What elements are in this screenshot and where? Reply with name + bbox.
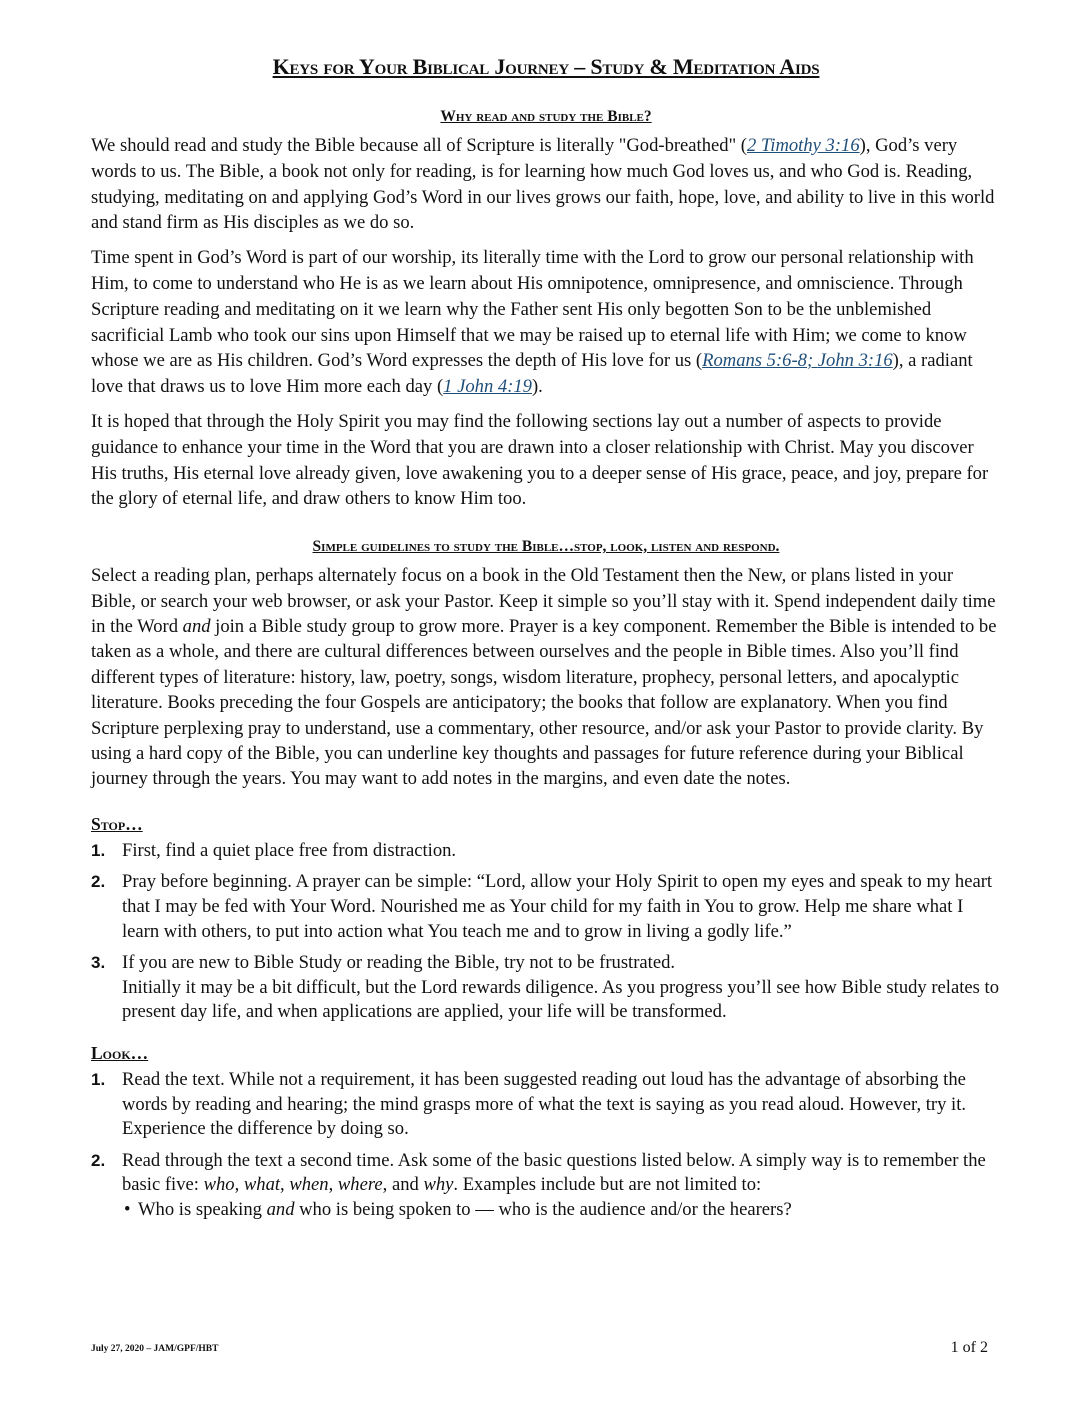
scripture-link-romans[interactable]: Romans 5:6-8	[702, 350, 807, 372]
guidelines-paragraph: Select a reading plan, perhaps alternately focus on a book in the Old Testament then the New, or plans listed in your Bible, or search your web browser, or ask your Pastor. Keep it simple so you’ll stay with it. Spend independent daily time in the Word and join a Bible study group to grow more. Prayer is a key component. Remember the Bible is intended to be taken as a whole, and there are cultural differences between ourselves and the people in Bible times. Also you’ll find different types of literature: history, law, poetry, songs, wisdom literature, prophecy, personal letters, and apocalyptic literature. Books preceding the four Gospels are anticipatory; the books that follow are explanatory. When you find Scripture perplexing pray to understand, use a commentary, other resource, and/or ask your Pastor to provide clarity. By using a hard copy of the Bible, you can underline key thoughts and passages for future reference during your Biblical journey through the years. You may want to add notes in the margins, and even date the notes.	[91, 565, 997, 790]
scripture-link-2-timothy[interactable]: 2 Timothy 3:16	[747, 135, 860, 156]
guidelines-heading: Simple guidelines to study the Bible…stop, look, listen and respond.	[312, 538, 780, 556]
list-item: 1. Read the text. While not a requirement, it has been suggested reading out loud has the advantage of absorbing the words by reading and hearing; the mind grasps more of what the text is saying as you read aloud. However, try it. Experience the difference by doing so.	[91, 1068, 967, 1140]
list-item: 3. If you are new to Bible Study or reading the Bible, try not to be frustrated. Initially it may be a bit difficult, but the Lord rewards diligence. As you progress you’ll see how Bible study relates to present day life, and when applications are applied, your life will be transformed.	[91, 952, 999, 1023]
why-paragraph-2: Time spent in God’s Word is part of our worship, its literally time with the Lord to grow our personal relationship with Him, to come to understand who He is as we learn about His omnipotence, omnipresence, and omniscience. Through Scripture reading and meditating on it we learn why the Father sent His only begotten Son to be the unblemished sacrificial Lamb who took our sins upon Himself that we may be raised up to eternal life with Him; we come to know whose we are as His children. God’s Word expresses the depth of His love for us (Romans 5:6-8; John 3:16), a radiant love that draws us to love Him more each day (1 John 4:19).	[91, 247, 974, 398]
list-item: 1. First, find a quiet place free from distraction.	[91, 839, 457, 861]
stop-list	[91, 839, 1001, 1025]
look-list	[91, 1068, 1001, 1223]
scripture-link-john[interactable]: John 3:16	[817, 350, 893, 372]
why-heading: Why read and study the Bible?	[440, 108, 652, 125]
page-number: 1 of 2	[950, 1339, 988, 1356]
footer-date: July 27, 2020 – JAM/GPF/HBT	[91, 1344, 219, 1354]
list-item: 2. Read through the text a second time. Ask some of the basic questions listed below. A simply way is to remember the basic five: who, what, when, where, and why. Examples include but are not limited to: • Who is speaking and who is being spoken to — who is the audience and/or the hearers?	[91, 1149, 1001, 1223]
list-item: 2. Pray before beginning. A prayer can be simple: “Lord, allow your Holy Spirit to open my eyes and speak to my heart that I may be fed with Your Word. Nourished me as Your child for my faith in You to grow. Help me share what I learn with others, to put into action what You teach me and to grow in living a godly life.”	[91, 871, 993, 942]
document-page	[91, 50, 1001, 1230]
bullet-icon: •	[124, 1198, 131, 1220]
list-item: • Who is speaking and who is being spoken to — who is the audience and/or the hearers?	[122, 1198, 1001, 1223]
page-title: Keys for Your Biblical Journey – Study & Meditation Aids	[272, 54, 820, 79]
sub-list	[122, 1198, 1001, 1223]
why-paragraph-1: We should read and study the Bible because all of Scripture is literally "God-breathed" (2 Timothy 3:16), God’s very words to us. The Bible, a book not only for reading, is for learning how much God loves us, and who God is. Reading, studying, meditating on and applying God’s Word in our lives grows our faith, hope, love, and ability to live in this world and stand firm as His disciples as we do so.	[91, 135, 995, 234]
look-heading: Look…	[91, 1042, 149, 1063]
scripture-link-1-john[interactable]: 1 John 4:19	[443, 376, 532, 398]
stop-heading: Stop…	[91, 813, 143, 834]
why-paragraph-3: It is hoped that through the Holy Spirit you may find the following sections lay out a number of aspects to provide guidance to enhance your time in the Word that you are drawn into a closer relationship with Christ. May you discover His truths, His eternal love already given, love awakening you to a deeper sense of His grace, peace, and joy, prepare for the glory of eternal life, and draw others to know Him too.	[91, 410, 989, 510]
